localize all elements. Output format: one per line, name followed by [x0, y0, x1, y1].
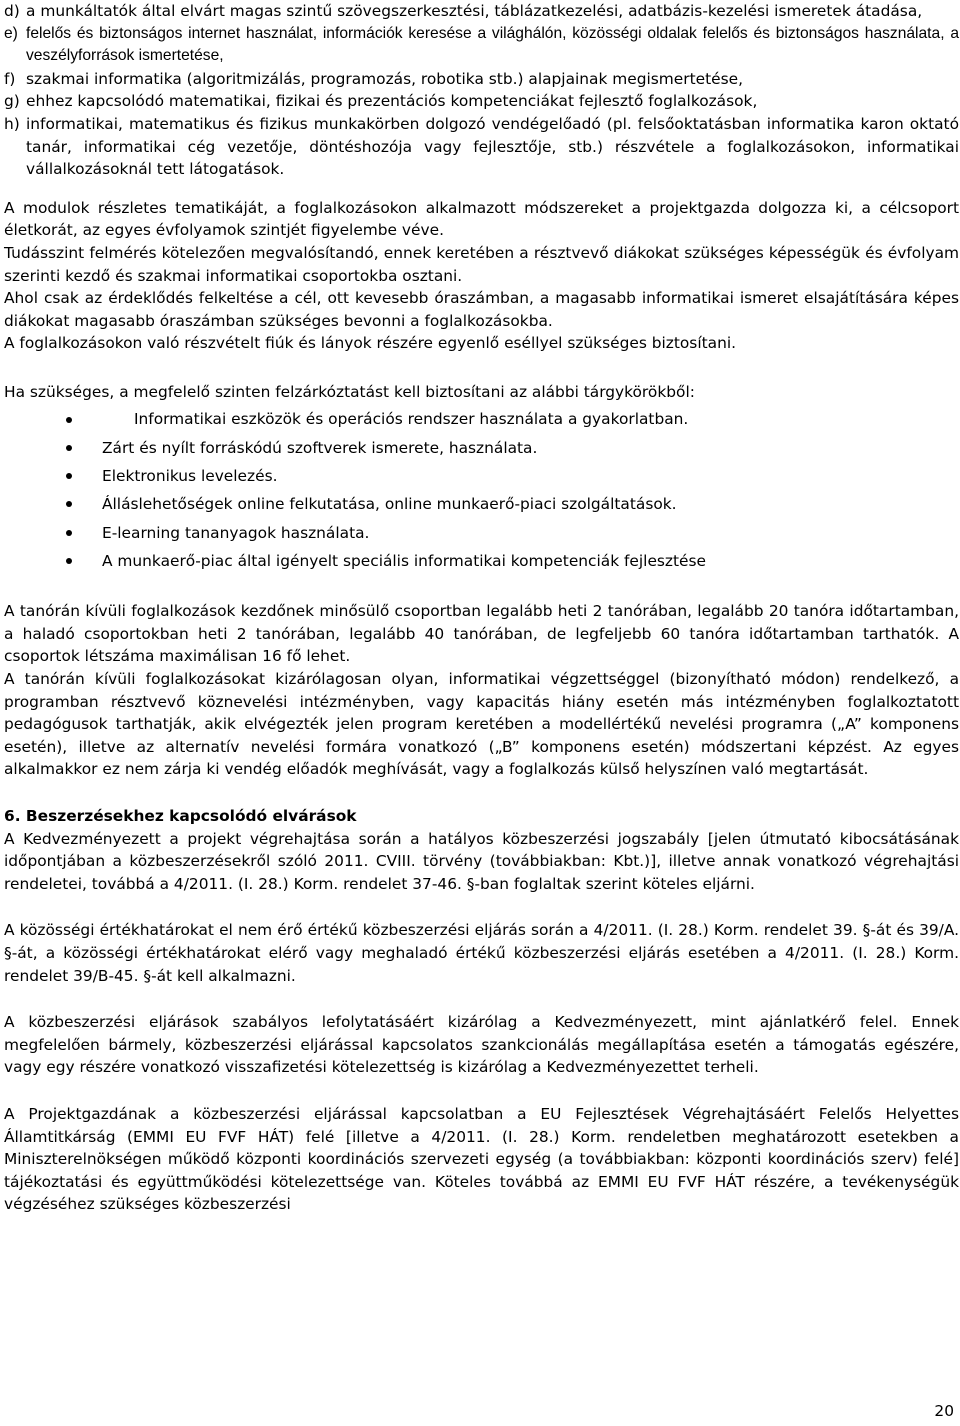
list-label: h): [4, 114, 20, 133]
bullet-item: [4, 519, 959, 547]
bullet-text: A munkaerő-piac által igényelt speciális informatikai kompetenciák fejlesztése: [102, 551, 707, 570]
bullet-icon: [4, 406, 102, 434]
bullet-icon: [4, 519, 102, 547]
list-item: [4, 0, 959, 23]
paragraph: A tanórán kívüli foglalkozások kezdőnek minősülő csoportban legalább heti 2 tanórában, legalább 20 tanóra időtartamban, a haladó csoportokban heti 2 tanórában, legalább 40 tanórában, de legfeljebb 60 tanóra időtartamban tarthatók. A csoportok létszáma maximálisan 16 fő lehet.: [4, 602, 959, 666]
paragraph: A Projektgazdának a közbeszerzési eljárással kapcsolatban a EU Fejlesztések Végrehajtásáért Felelős Helyettes Államtitkárság (EMMI EU FVF HÁT) felé [illetve a 4/2011. (I. 28.) Korm. rendeletben meghatározott esetekben a Miniszterelnökségen működő központi koordinációs szervezeti egység (a továbbiakban: központi koordinációs szerv) felé] tájékoztatási és együttműködési kötelezettsége van. Köteles továbbá az EMMI EU FVF HÁT részére, a tevékenységük végzéséhez szükséges közbeszerzési: [4, 1104, 959, 1214]
paragraph: A közbeszerzési eljárások szabályos lefolytatásáért kizárólag a Kedvezményezett, mint ajánlatkérő felel. Ennek megfelelően bármely, közbeszerzési eljárással kapcsolatos szankcionálás megállapítása esetén a támogatás egészére, vagy egy részére vonatkozó visszafizetési kötelezettség is kizárólag a Kedvezményezettet terheli.: [4, 1013, 959, 1077]
paragraph: A foglalkozásokon való részvételt fiúk és lányok részére egyenlő eséllyel szükséges biztosítani.: [4, 334, 736, 353]
paragraph: A tanórán kívüli foglalkozásokat kizárólagosan olyan, informatikai végzettséggel (bizonyítható módon) rendelkező, a programban résztvevő köznevelési intézményben, vagy kapacitás hiány esetén más intézményben foglalkoztatott pedagógusok tarthatják, akik elvégezték jelen program keretében a modellértékű nevelési programra („A” komponens esetén), illetve az alternatív nevelési formára vonatkozó („B” komponens esetén) módszertani képzést. Az egyes alkalmakkor ez nem zárja ki vendég előadók meghívását, vagy a foglalkozás külső helyszínen való megtartását.: [4, 670, 959, 779]
spacer: [4, 181, 959, 197]
bullet-text: Informatikai eszközök és operációs rendszer használata a gyakorlatban.: [134, 410, 689, 429]
bullet-list: [4, 406, 959, 576]
list-item: [4, 68, 959, 91]
bullet-item: [4, 490, 959, 518]
list-text: szakmai informatika (algoritmizálás, programozás, robotika stb.) alapjainak megismertetése,: [26, 69, 743, 88]
list-label: d): [4, 2, 20, 20]
spacer: [4, 895, 959, 919]
bullet-text: E-learning tananyagok használata.: [102, 523, 370, 542]
objectives-list: [4, 0, 959, 181]
bullet-text: Elektronikus levelezés.: [102, 466, 278, 485]
list-text: felelős és biztonságos internet használat, információk keresése a világhálón, közösségi oldalak felelős és biztonságos használata, a veszélyforrások ismertetése,: [26, 24, 959, 65]
list-item: [4, 113, 959, 181]
list-item: [4, 90, 959, 113]
list-label: g): [4, 92, 20, 111]
paragraph: A Kedvezményezett a projekt végrehajtása során a hatályos közbeszerzési jogszabály [jelen útmutató kibocsátásának időpontjában a közbeszerzésekről szóló 2011. CVIII. törvény (továbbiakban: Kbt.)], illetve annak vonatkozó végrehajtási rendeletei, továbbá a 4/2011. (I. 28.) Korm. rendelet 37-46. §-ban foglaltak szerint köteles eljárni.: [4, 829, 959, 893]
section-heading: 6. Beszerzésekhez kapcsolódó elvárások: [4, 807, 357, 826]
list-label: e): [4, 24, 18, 42]
bullet-item: [4, 406, 959, 434]
spacer: [4, 987, 959, 1011]
bullets-intro: Ha szükséges, a megfelelő szinten felzárkóztatást kell biztosítani az alábbi tárgykörökből:: [4, 382, 695, 401]
bullet-icon: [4, 490, 102, 518]
list-label: f): [4, 69, 16, 88]
list-text: a munkáltatók által elvárt magas szintű szövegszerkesztési, táblázatkezelési, adatbázis-kezelési ismeretek átadása,: [26, 2, 923, 20]
bullet-item: [4, 462, 959, 490]
bullet-icon: [4, 547, 102, 575]
bullet-text: Álláslehetőségek online felkutatása, online munkaerő-piaci szolgáltatások.: [102, 495, 677, 514]
paragraph: Ahol csak az érdeklődés felkeltése a cél, ott kevesebb óraszámban, a magasabb informatikai ismeret elsajátítására képes diákokat magasabb óraszámban szükséges bevonni a foglalkozásokba.: [4, 289, 959, 330]
list-text: ehhez kapcsolódó matematikai, fizikai és prezentációs kompetenciákat fejlesztő foglalkozások,: [26, 92, 758, 111]
list-text: informatikai, matematikus és fizikus munkakörben dolgozó vendégelőadó (pl. felsőoktatásban informatika karon oktató tanár, informatikai cég vezetője, döntéshozója vagy fejlesztője, stb.) részvétele a foglalkozásokon, informatikai vállalkozásoknál tett látogatások.: [26, 114, 959, 179]
spacer: [4, 1079, 959, 1103]
paragraph: A közösségi értékhatárokat el nem érő értékű közbeszerzési eljárás során a 4/2011. (I. 28.) Korm. rendelet 39. §-át és 39/A. §-át, a közösségi értékhatárokat elérő vagy meghaladó értékű közbeszerzési eljárás esetében a 4/2011. (I. 28.) Korm. rendelet 39/B-45. §-át kell alkalmazni.: [4, 921, 959, 985]
paragraph: A modulok részletes tematikáját, a foglalkozásokon alkalmazott módszereket a projektgazda dolgozza ki, a célcsoport életkorát, az egyes évfolyamok szintjét figyelembe véve.: [4, 198, 959, 240]
bullet-item: [4, 547, 959, 575]
bullet-icon: [4, 434, 102, 462]
list-item: [4, 23, 959, 68]
bullet-text: Zárt és nyílt forráskódú szoftverek ismerete, használata.: [102, 438, 538, 457]
bullet-item: [4, 434, 959, 462]
bullet-icon: [4, 462, 102, 490]
document-page: [4, 0, 959, 1216]
spacer: [4, 355, 959, 381]
spacer: [4, 781, 959, 805]
paragraph: Tudásszint felmérés kötelezően megvalósítandó, ennek keretében a résztvevő diákokat szükséges képességük és évfolyam szerinti kezdő és szakmai informatikai csoportokba osztani.: [4, 243, 959, 285]
spacer: [4, 575, 959, 600]
page-number: 20: [934, 1402, 954, 1420]
